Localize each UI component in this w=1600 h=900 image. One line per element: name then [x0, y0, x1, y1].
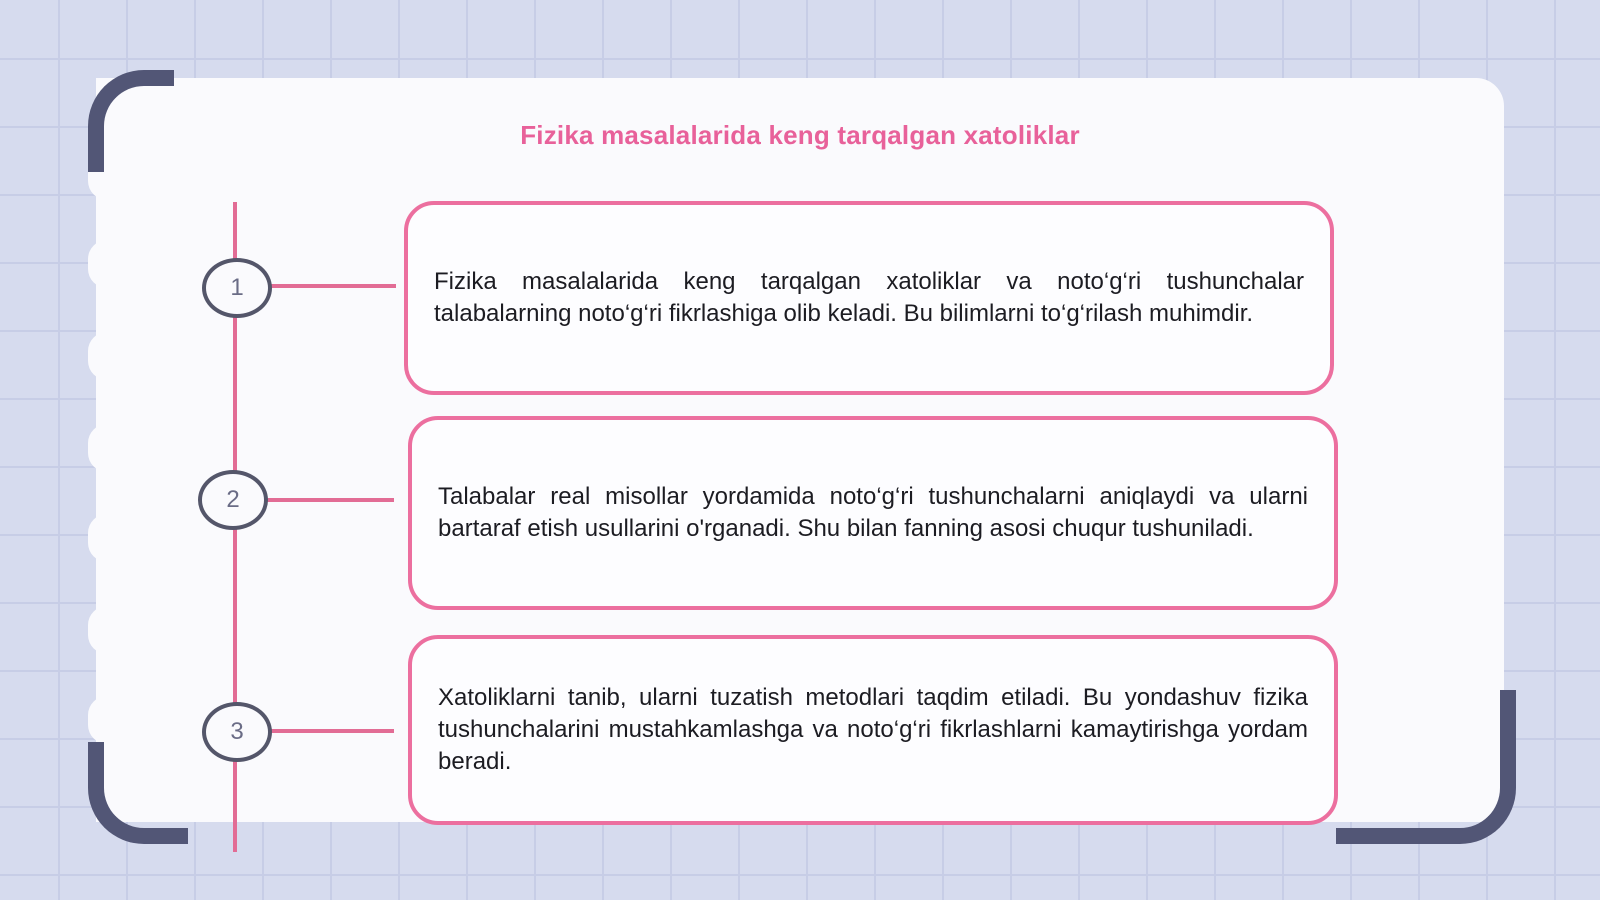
step-card-1: [404, 201, 1334, 395]
step-marker-3: 3: [202, 702, 272, 762]
notebook-tab: [88, 240, 126, 288]
timeline-connector: [266, 284, 396, 288]
step-text-2: Talabalar real misollar yordamida noto‘g‘ri tushunchalarni aniqlaydi va ularni bartaraf etish usullarini o'rganadi. Shu bilan fanning asosi chuqur tushuniladi.: [438, 483, 1308, 542]
step-text-1: Fizika masalalarida keng tarqalgan xatoliklar va noto‘g‘ri tushunchalar talabalarning noto‘g‘ri fikrlashiga olib keladi. Bu bilimlarni to‘g‘rilash muhimdir.: [434, 268, 1304, 327]
notebook-tab: [88, 606, 126, 654]
slide-title: Fizika masalalarida keng tarqalgan xatoliklar: [520, 120, 1080, 150]
corner-bracket-bottom-left: [88, 742, 188, 844]
timeline-connector: [266, 729, 394, 733]
step-card-2: [408, 416, 1338, 610]
step-marker-1: 1: [202, 258, 272, 318]
timeline-connector: [262, 498, 394, 502]
step-text-3: Xatoliklarni tanib, ularni tuzatish metodlari taqdim etiladi. Bu yondashuv fizika tushunchalarini mustahkamlashga va noto‘g‘ri fikrlashlarni kamaytirishga yordam beradi.: [438, 684, 1308, 775]
notebook-tab: [88, 514, 126, 562]
step-marker-2: 2: [198, 470, 268, 530]
step-card-3: [408, 635, 1338, 825]
corner-bracket-bottom-right: [1336, 690, 1516, 844]
notebook-tab: [88, 332, 126, 380]
notebook-tab: [88, 696, 126, 744]
notebook-tab: [88, 424, 126, 472]
